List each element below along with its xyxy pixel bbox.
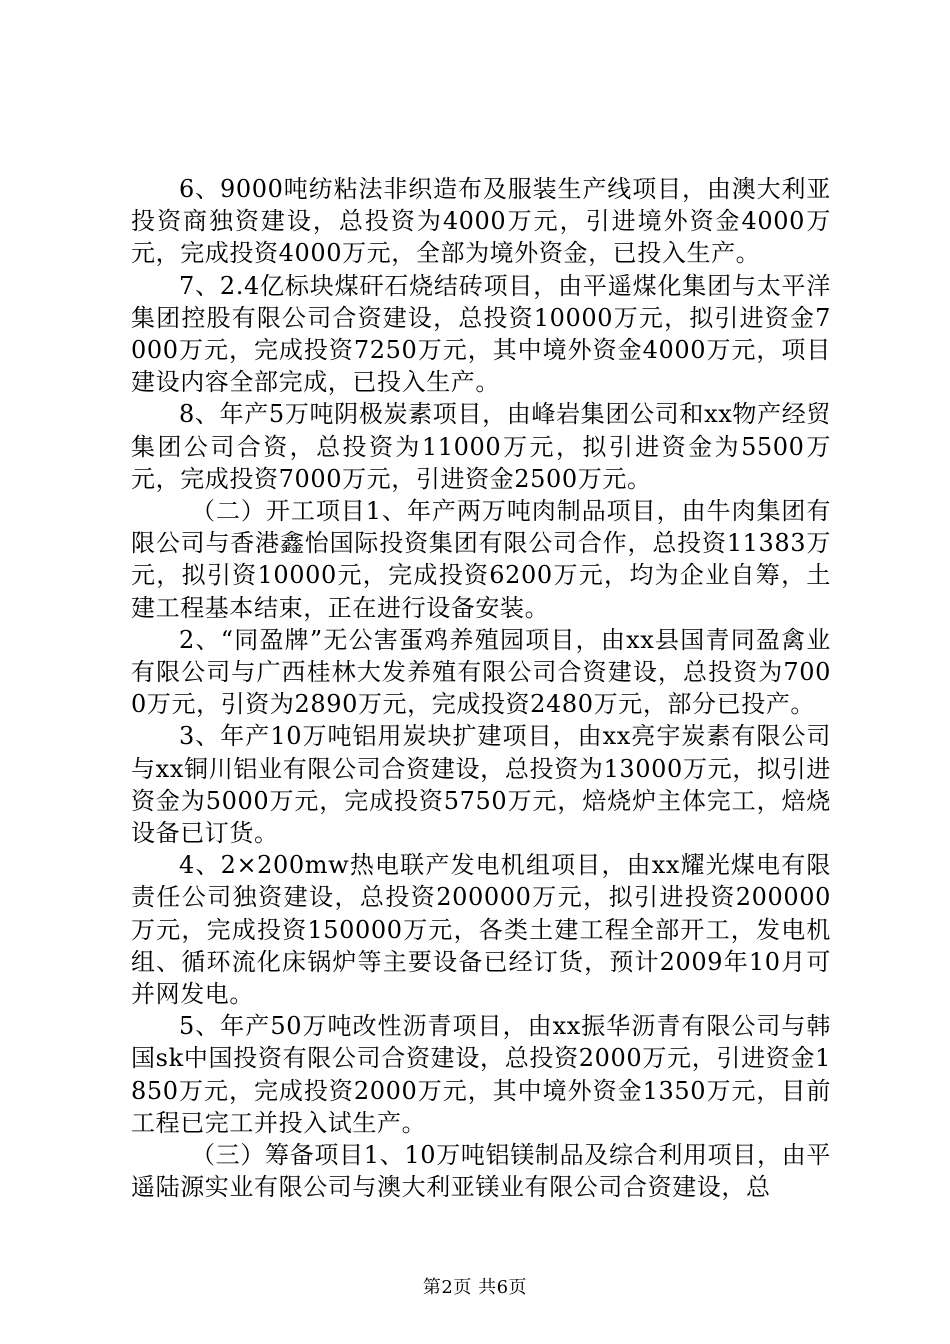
paragraph-item-7: 7、2.4亿标块煤矸石烧结砖项目，由平遥煤化集团与太平洋集团控股有限公司合资建设，总投资10000万元，拟引进资金7000万元，完成投资7250万元，其中境外资金4000万元，项目建设内容全部完成，已投入生产。 (131, 271, 831, 397)
paragraph-section-3-start: （三）筹备项目1、10万吨铝镁制品及综合利用项目，由平遥陆源实业有限公司与澳大利亚镁业有限公司合资建设，总 (131, 1141, 831, 1202)
paragraph-section-2-item-4: 4、2×200mw热电联产发电机组项目，由xx耀光煤电有限责任公司独资建设，总投资200000万元，拟引进投资200000万元，完成投资150000万元，各类土建工程全部开工，发电机组、循环流化床锅炉等主要设备已经订货，预计2009年10月可并网发电。 (131, 851, 831, 1009)
paragraph-item-6: 6、9000吨纺粘法非织造布及服装生产线项目，由澳大利亚投资商独资建设，总投资为4000万元，引进境外资金4000万元，完成投资4000万元，全部为境外资金，已投入生产。 (131, 175, 831, 268)
paragraph-section-2-item-5: 5、年产50万吨改性沥青项目，由xx振华沥青有限公司与韩国sk中国投资有限公司合资建设，总投资2000万元，引进资金1850万元，完成投资2000万元，其中境外资金1350万元，目前工程已完工并投入试生产。 (131, 1012, 831, 1137)
document-body (131, 173, 831, 1204)
paragraph-section-2-item-2: 2、“同盈牌”无公害蛋鸡养殖园项目，由xx县国青同盈禽业有限公司与广西桂林大发养殖有限公司合资建设，总投资为7000万元，引资为2890万元，完成投资2480万元，部分已投产。 (131, 625, 831, 719)
paragraph-item-8: 8、年产5万吨阴极炭素项目，由峰岩集团公司和xx物产经贸集团公司合资，总投资为11000万元，拟引进资金为5500万元，完成投资7000万元，引进资金2500万元。 (131, 400, 831, 493)
paragraph-section-2-start: （二）开工项目1、年产两万吨肉制品项目，由牛肉集团有限公司与香港鑫怡国际投资集团有限公司合作，总投资11383万元，拟引资10000元，完成投资6200万元，均为企业自筹，土建工程基本结束，正在进行设备安装。 (131, 497, 831, 622)
paragraph-section-2-item-3: 3、年产10万吨铝用炭块扩建项目，由xx亮宇炭素有限公司与xx铜川铝业有限公司合资建设，总投资为13000万元，拟引进资金为5000万元，完成投资5750万元，焙烧炉主体完工，焙烧设备已订货。 (131, 722, 831, 848)
page-number-footer: 第2页 共6页 (422, 1277, 528, 1298)
